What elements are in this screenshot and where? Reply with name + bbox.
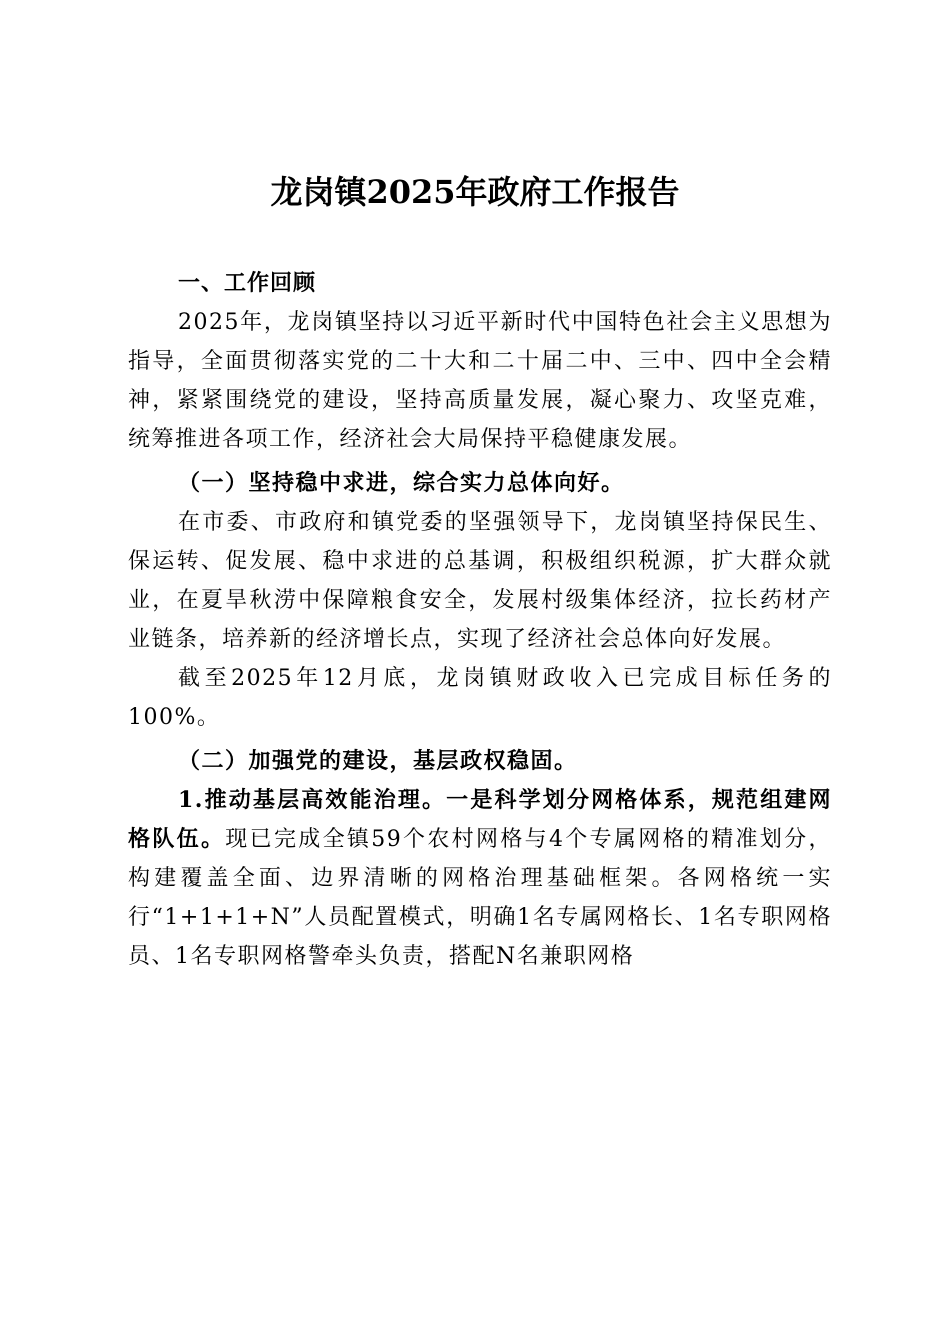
subsection-heading-1: （一）坚持稳中求进，综合实力总体向好。 (178, 470, 625, 496)
paragraph-intro: 2025年，龙岗镇坚持以习近平新时代中国特色社会主义思想为指导，全面贯彻落实党的二十大和二十届二中、三中、四中全会精神，紧紧围绕党的建设，坚持高质量发展，凝心聚力、攻坚克难，统筹推进各项工作，经济社会大局保持平稳健康发展。 (128, 310, 832, 452)
section-heading-work-review: 一、工作回顾 (178, 271, 317, 296)
subsection-heading-2: （二）加强党的建设，基层政权稳固。 (178, 748, 578, 774)
grid-governance-lead: 1.推动基层高效能治理。一是科学划分网格体系，规范组建网格队伍。 (128, 787, 832, 852)
paragraph-economy: 在市委、市政府和镇党委的坚强领导下，龙岗镇坚持保民生、保运转、促发展、稳中求进的总基调，积极组织税源，扩大群众就业，在夏旱秋涝中保障粮食安全，发展村级集体经济，拉长药材产业链条，培养新的经济增长点，实现了经济社会总体向好发展。 (128, 510, 832, 652)
document-title: 龙岗镇2025年政府工作报告 (270, 173, 680, 211)
paragraph-grid-governance (128, 781, 832, 976)
paragraph-fiscal-revenue: 截至2025年12月底，龙岗镇财政收入已完成目标任务的100%。 (128, 666, 832, 730)
grid-governance-text: 现已完成全镇59个农村网格与4个专属网格的精准划分，构建覆盖全面、边界清晰的网格治理基础框架。各网格统一实行“1+1+1+N”人员配置模式，明确1名专属网格长、1名专职网格员、1名专职网格警牵头负责，搭配N名兼职网格 (128, 827, 832, 969)
document-body (128, 264, 832, 976)
